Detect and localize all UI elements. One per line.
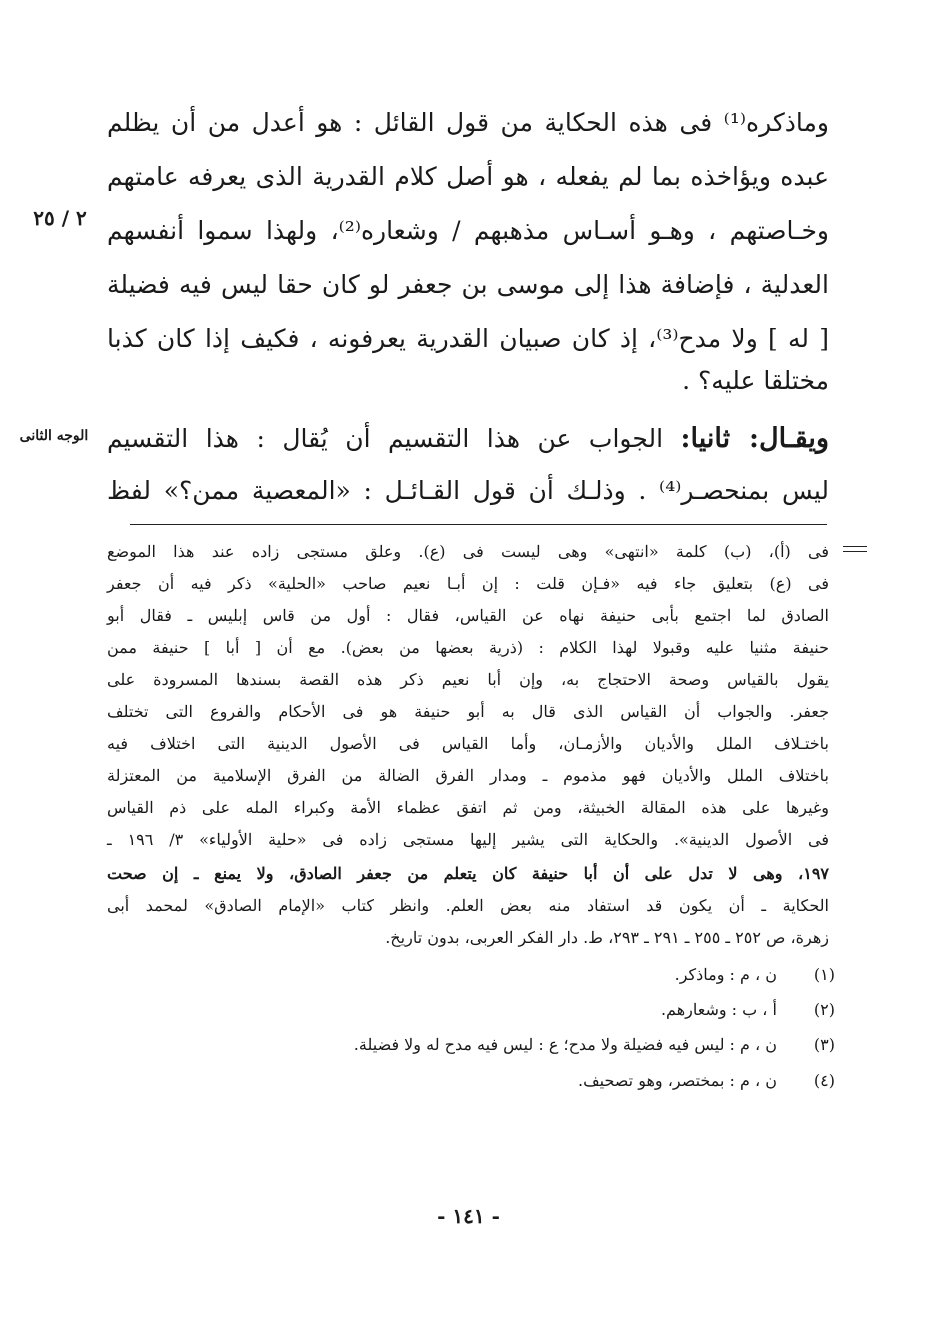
margin-page-reference: ٢ / ٢٥ [33, 206, 87, 230]
footnote-item [354, 1030, 835, 1060]
footnote-number: (٢) [813, 1000, 835, 1019]
footnote-line: ١٩٧، وهى لا تدل على أن أبا حنيفة كان يتعلم من جعفر الصادق، ولا يمنع ـ إن صحت [107, 864, 829, 883]
footnote-line: يقول بالقياس وصحة الاحتجاج به، وإن أبا نعيم ذكر هذه القصة بسندها المسرودة على [107, 670, 830, 689]
footnote-line: فى الأصول الدينية». والحكاية التى يشير إليها مستجى زاده فى «حلية الأولياء» ٣/ ١٩٦ ـ [107, 830, 830, 849]
footnote-line: جعفر. والجواب أن القياس الذى قال به أبو حنيفة هو فى الأحكام والفروع التى تختلف [107, 702, 829, 721]
footnote-separator [130, 524, 827, 525]
section-heading-bold: ويقـال: ثانيا: [680, 423, 829, 454]
footnote-number: (٣) [813, 1035, 835, 1054]
body-line-2: عبده ويؤاخذه بما لم يفعله ، هو أصل كلام القدرية الذى يعرفه عامتهم [107, 162, 829, 191]
footnote-text: أ ، ب : وشعارهم. [660, 1000, 777, 1019]
body-line-5: [ له ] ولا مدح⁽³⁾، إذ كان صبيان القدرية يعرفونه ، فكيف إذا كان كذبا [107, 324, 829, 353]
footnote-item [661, 995, 835, 1025]
section-heading-line [107, 414, 829, 464]
footnote-number: (٤) [813, 1071, 835, 1090]
body-line-1: وماذكره⁽¹⁾ فى هذه الحكاية من قول القائل : هو أعدل من أن يظلم [107, 108, 829, 137]
page-number: - ١٤١ - [437, 1204, 500, 1228]
body-line-6: مختلقا عليه؟ . [682, 366, 829, 395]
footnote-line: وغيرها على هذه المقالة الخبيثة، ومن ثم اتفق عظماء الأمة وكبراء المله على ذم القياس [107, 798, 829, 817]
footnote-line: حنيفة مثنيا عليه وقبولا لهذا الكلام : (ذرية بعضها من بعض). مع أن [ أبا ] حنيفة ممن [107, 638, 829, 657]
footnote-text: ن ، م : ليس فيه فضيلة ولا مدح؛ ع : ليس فيه مدح له ولا فضيلة. [353, 1035, 777, 1054]
footnote-line: باختلاف الملل والأديان فهو مذموم ـ ومدار الفرق الضالة من الفرق الإسلامية من المعتزلة [107, 766, 829, 785]
footnote-item [578, 1066, 835, 1096]
footnote-item [675, 960, 835, 990]
footnote-text: ن ، م : بمختصر، وهو تصحيف. [577, 1071, 777, 1090]
body-line-3: وخـاصتهم ، وهـو أسـاس مذهبهم / وشعاره⁽²⁾، ولهذا سموا أنفسهم [107, 216, 829, 245]
footnote-line: الحكاية ـ أن يكون قد استفاد منه بعض العلم. وانظر كتاب «الإمام الصادق» لمحمد أبى [107, 896, 830, 915]
footnote-line: زهرة، ص ٢٥٢ ـ ٢٥٥ ـ ٢٩١ ـ ٢٩٣، ط. دار الفكر العربى، بدون تاريخ. [385, 928, 829, 947]
section-heading-text: الجواب عن هذا التقسيم أن يُقال : هذا التقسيم [107, 424, 681, 453]
footnote-line: فى (أ)، (ب) كلمة «انتهى» وهى ليست فى (ع). وعلق مستجى زاده عند هذا الموضع [107, 542, 829, 561]
footnote-line: فى (ع) بتعليق جاء فيه «فـإن قلت : إن أبـا نعيم صاحب «الحلية» ذكر فيه أن جعفر [107, 574, 829, 593]
body-line-8: ليس بمنحصـر⁽⁴⁾ . وذلـك أن قول القـائـل : «المعصية ممن؟» لفظ [107, 476, 829, 505]
footnote-line: باختـلاف الملل والأديان والأزمـان، وأما القياس فى الأصول الدينية التى اختلاف فيه [107, 734, 830, 753]
continuation-mark [843, 546, 867, 552]
body-line-4: العدلية ، فإضافة هذا إلى موسى بن جعفر لو كان حقا ليس فيه فضيلة [107, 270, 829, 299]
margin-section-label: الوجه الثانى [19, 428, 89, 444]
footnote-text: ن ، م : وماذكر. [674, 965, 777, 984]
footnote-number: (١) [813, 965, 835, 984]
footnote-line: الصادق لما اجتمع بأبى حنيفة نهاه عن القياس، فقال : أول من قاس إبليس ـ فقال أبو [107, 606, 829, 625]
